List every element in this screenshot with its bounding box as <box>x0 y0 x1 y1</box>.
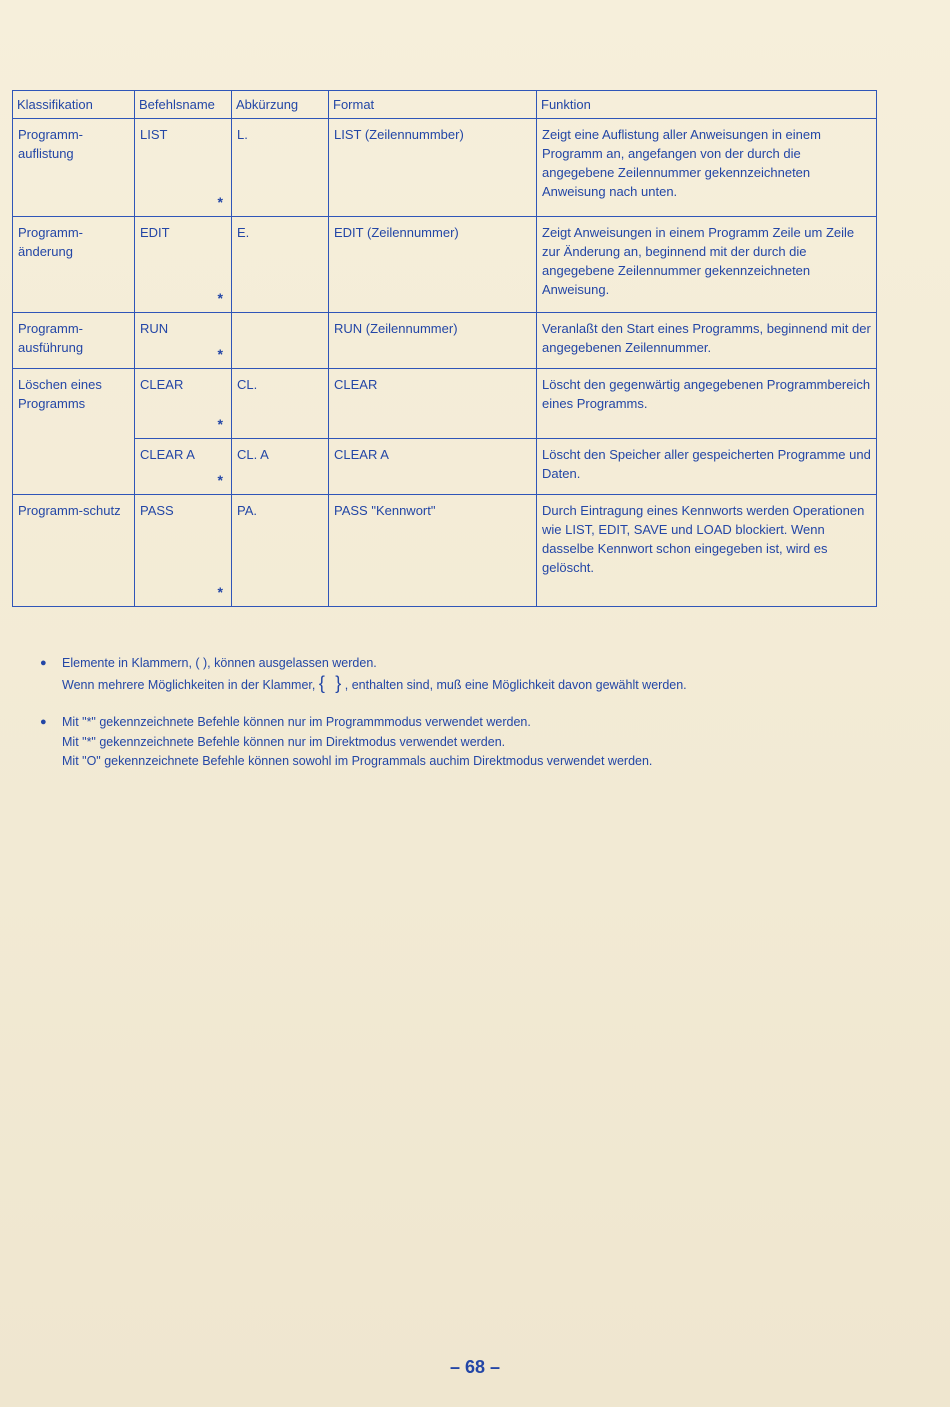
mode-marker: * <box>217 472 223 488</box>
cell-command: CLEAR * <box>135 369 232 439</box>
cell-function: Zeigt eine Auflistung aller Anweisungen in einem Programm an, angefangen von der durch die angegebene Zeilennummer gekennzeichneten Anweisung nach unten. <box>537 119 877 217</box>
cell-format: CLEAR <box>329 369 537 439</box>
cell-format: EDIT (Zeilennummer) <box>329 217 537 313</box>
mode-marker: * <box>217 584 223 600</box>
mode-marker: * <box>217 290 223 306</box>
cell-function: Löscht den Speicher aller gespeicherten Programme und Daten. <box>537 439 877 495</box>
note-brackets <box>40 654 900 695</box>
cell-format: LIST (Zeilennummber) <box>329 119 537 217</box>
table-row <box>13 439 877 495</box>
mode-marker: * <box>217 194 223 210</box>
cell-command: CLEAR A * <box>135 439 232 495</box>
cell-class: Programm-schutz <box>13 495 135 607</box>
table-header-row <box>13 91 877 119</box>
table-row <box>13 217 877 313</box>
cell-abbreviation: CL. A <box>232 439 329 495</box>
cell-command: PASS * <box>135 495 232 607</box>
mode-marker: * <box>217 346 223 362</box>
cell-abbreviation: PA. <box>232 495 329 607</box>
header-abbreviation: Abkürzung <box>232 91 329 119</box>
cell-abbreviation <box>232 313 329 369</box>
cell-class: Programm-änderung <box>13 217 135 313</box>
header-function: Funktion <box>537 91 877 119</box>
brace-close-icon: } <box>335 672 342 693</box>
note-line: Mit "*" gekennzeichnete Befehle können nur im Direktmodus verwendet werden. <box>62 734 506 749</box>
table-row <box>13 369 877 439</box>
notes-section <box>40 654 900 772</box>
cell-class: Löschen eines Programms <box>13 369 135 495</box>
cell-class: Programm-auflistung <box>13 119 135 217</box>
note-line: Mit "*" gekennzeichnete Befehle können nur im Programmmodus verwendet werden. <box>62 715 531 729</box>
page-number: – 68 – <box>449 1357 501 1377</box>
cell-command: RUN * <box>135 313 232 369</box>
note-line: Wenn mehrere Möglichkeiten in der Klammer, { } , enthalten sind, muß eine Möglichkeit davon gewählt werden. <box>62 672 687 693</box>
cell-command: LIST * <box>135 119 232 217</box>
cell-format: PASS "Kennwort" <box>329 495 537 607</box>
cell-function: Zeigt Anweisungen in einem Programm Zeile um Zeile zur Änderung an, beginnend mit der durch die angegebene Zeilennummer gekennzeichneten Anweisung. <box>537 217 877 313</box>
cell-function: Löscht den gegenwärtig angegebenen Programmbereich eines Programms. <box>537 369 877 439</box>
note-modes <box>40 713 900 772</box>
mode-marker: * <box>217 416 223 432</box>
cell-format: CLEAR A <box>329 439 537 495</box>
cell-class: Programm-ausführung <box>13 313 135 369</box>
cell-abbreviation: L. <box>232 119 329 217</box>
cell-command: EDIT * <box>135 217 232 313</box>
brace-open-icon: { <box>318 672 325 693</box>
header-command: Befehlsname <box>135 91 232 119</box>
cell-format: RUN (Zeilennummer) <box>329 313 537 369</box>
table-row <box>13 119 877 217</box>
command-table <box>12 90 877 607</box>
cell-function: Veranlaßt den Start eines Programms, beginnend mit der angegebenen Zeilennummer. <box>537 313 877 369</box>
table-row <box>13 495 877 607</box>
bullet-icon: ● <box>40 716 47 728</box>
note-line: Elemente in Klammern, ( ), können ausgelassen werden. <box>62 656 377 670</box>
table-row <box>13 313 877 369</box>
header-format: Format <box>329 91 537 119</box>
bullet-icon: ● <box>40 657 47 669</box>
cell-function: Durch Eintragung eines Kennworts werden Operationen wie LIST, EDIT, SAVE und LOAD blockiert. Wenn dasselbe Kennwort schon eingegeben ist, wird es gelöscht. <box>537 495 877 607</box>
header-classification: Klassifikation <box>13 91 135 119</box>
cell-abbreviation: CL. <box>232 369 329 439</box>
note-line: Mit "O" gekennzeichnete Befehle können sowohl im Programmals auchim Direktmodus verwendet werden. <box>62 754 653 768</box>
cell-abbreviation: E. <box>232 217 329 313</box>
